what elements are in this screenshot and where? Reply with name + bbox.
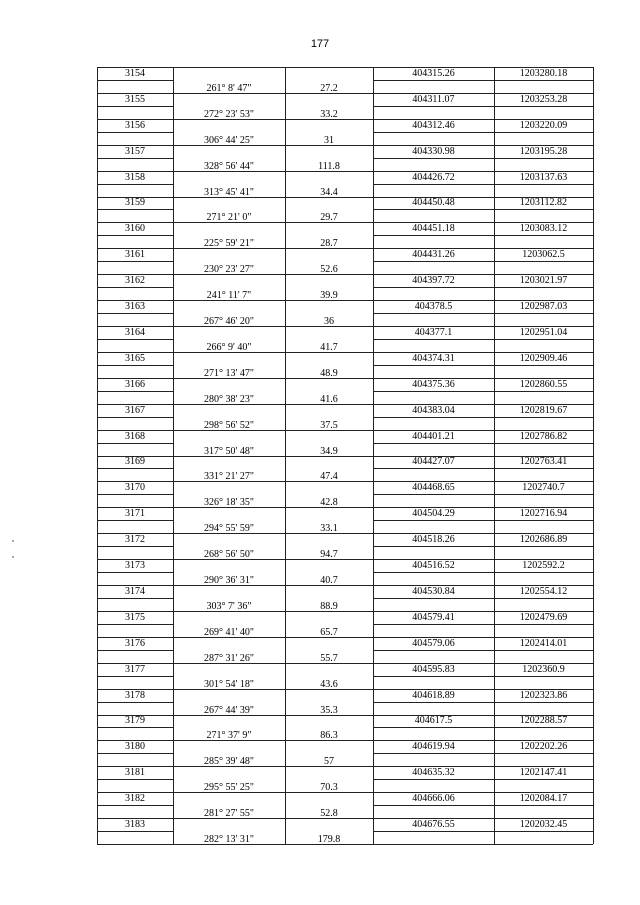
segment-length: 36 bbox=[324, 316, 334, 327]
point-number: 3158 bbox=[125, 171, 145, 183]
y-coordinate: 1202786.82 bbox=[519, 430, 568, 442]
point-number: 3178 bbox=[125, 689, 145, 701]
segment-length: 111.8 bbox=[318, 160, 340, 172]
point-number: 3166 bbox=[125, 378, 145, 390]
row-divider bbox=[373, 391, 593, 392]
row-divider bbox=[373, 676, 593, 677]
row-divider bbox=[373, 468, 593, 469]
point-number: 3160 bbox=[125, 223, 145, 235]
segment-length: 33.2 bbox=[320, 108, 338, 120]
segment-length: 65.7 bbox=[320, 626, 338, 638]
scan-artifact bbox=[12, 540, 14, 542]
segment-length: 41.6 bbox=[320, 393, 338, 405]
row-divider bbox=[373, 805, 593, 806]
point-number: 3155 bbox=[125, 93, 145, 105]
point-number: 3181 bbox=[125, 767, 145, 779]
row-divider bbox=[373, 158, 593, 159]
direction-angle: 271° 37' 9" bbox=[206, 730, 252, 742]
point-number: 3182 bbox=[125, 793, 145, 805]
row-divider bbox=[97, 624, 173, 625]
direction-angle: 301° 54' 18" bbox=[204, 678, 254, 690]
row-divider bbox=[373, 624, 593, 625]
row-divider bbox=[97, 365, 173, 366]
x-coordinate: 404530.84 bbox=[412, 585, 455, 597]
segment-length: 48.9 bbox=[320, 367, 338, 379]
row-divider bbox=[97, 235, 173, 236]
x-coordinate: 404426.72 bbox=[412, 171, 455, 183]
row-divider bbox=[97, 702, 173, 703]
y-coordinate: 1203220.09 bbox=[519, 119, 568, 131]
point-number: 3164 bbox=[125, 326, 145, 338]
x-coordinate: 404579.41 bbox=[412, 611, 455, 623]
row-divider bbox=[373, 546, 593, 547]
direction-angle: 313° 45' 41" bbox=[204, 186, 254, 198]
direction-angle: 272° 23' 53" bbox=[204, 108, 254, 120]
x-coordinate: 404618.89 bbox=[412, 689, 455, 701]
segment-length: 40.7 bbox=[320, 575, 338, 586]
x-coordinate: 404383.04 bbox=[412, 404, 455, 416]
x-coordinate: 404468.65 bbox=[412, 482, 455, 494]
direction-angle: 328° 56' 44" bbox=[204, 160, 254, 172]
x-coordinate: 404315.26 bbox=[412, 67, 455, 79]
x-coordinate: 404431.26 bbox=[412, 249, 455, 261]
row-divider bbox=[373, 287, 593, 288]
row-divider bbox=[97, 494, 173, 495]
y-coordinate: 1202951.04 bbox=[519, 326, 568, 338]
direction-angle: 306° 44' 25" bbox=[204, 134, 254, 146]
segment-length: 34.4 bbox=[320, 186, 338, 198]
point-number: 3163 bbox=[125, 301, 145, 313]
row-divider bbox=[373, 235, 593, 236]
point-number: 3175 bbox=[125, 611, 145, 623]
y-coordinate: 1202147.41 bbox=[519, 767, 568, 779]
direction-angle: 331° 21' 27" bbox=[204, 471, 254, 483]
y-coordinate: 1203280.18 bbox=[519, 67, 568, 79]
row-divider bbox=[373, 443, 593, 444]
segment-length: 52.8 bbox=[320, 808, 338, 820]
segment-length: 57 bbox=[324, 756, 334, 768]
x-coordinate: 404676.55 bbox=[412, 819, 455, 831]
segment-length: 52.6 bbox=[320, 264, 338, 276]
point-number: 3176 bbox=[125, 637, 145, 649]
column-border bbox=[593, 67, 594, 844]
row-divider bbox=[97, 417, 173, 418]
y-coordinate: 1203021.97 bbox=[519, 275, 568, 287]
page-number: 177 bbox=[310, 38, 330, 50]
direction-angle: 267° 44' 39" bbox=[204, 704, 254, 716]
segment-length: 55.7 bbox=[320, 652, 338, 664]
direction-angle: 268° 56' 50" bbox=[204, 549, 254, 561]
row-divider bbox=[97, 132, 173, 133]
x-coordinate: 404451.18 bbox=[412, 223, 455, 235]
direction-angle: 287° 31' 26" bbox=[204, 652, 254, 664]
x-coordinate: 404377.1 bbox=[414, 326, 453, 338]
segment-length: 27.2 bbox=[320, 82, 338, 94]
row-divider bbox=[97, 158, 173, 159]
row-divider bbox=[97, 443, 173, 444]
row-divider bbox=[97, 261, 173, 262]
row-divider bbox=[373, 650, 593, 651]
segment-length: 39.9 bbox=[320, 290, 338, 302]
row-divider bbox=[97, 80, 173, 81]
segment-length: 41.7 bbox=[320, 341, 338, 353]
row-divider bbox=[373, 209, 593, 210]
row-divider bbox=[97, 468, 173, 469]
point-number: 3156 bbox=[125, 119, 145, 131]
y-coordinate: 1202819.67 bbox=[519, 404, 568, 416]
direction-angle: 285° 39' 48" bbox=[204, 756, 254, 768]
direction-angle: 269° 41' 40" bbox=[204, 626, 254, 638]
y-coordinate: 1202202.26 bbox=[519, 741, 568, 753]
x-coordinate: 404595.83 bbox=[412, 663, 455, 675]
segment-length: 70.3 bbox=[320, 782, 338, 794]
segment-length: 33.1 bbox=[320, 523, 338, 535]
row-divider bbox=[373, 417, 593, 418]
row-divider bbox=[97, 727, 173, 728]
direction-angle: 230° 23' 27" bbox=[204, 264, 254, 276]
point-number: 3180 bbox=[125, 741, 145, 753]
point-number: 3159 bbox=[125, 197, 145, 209]
y-coordinate: 1202716.94 bbox=[519, 508, 568, 520]
y-coordinate: 1202763.41 bbox=[519, 456, 568, 468]
segment-length: 43.6 bbox=[320, 678, 338, 690]
row-divider bbox=[373, 184, 593, 185]
x-coordinate: 404617.5 bbox=[414, 715, 453, 727]
point-number: 3170 bbox=[125, 482, 145, 494]
y-coordinate: 1202032.45 bbox=[519, 819, 568, 831]
x-coordinate: 404378.5 bbox=[414, 301, 453, 313]
direction-angle: 261° 8' 47" bbox=[206, 82, 252, 94]
row-divider bbox=[97, 287, 173, 288]
direction-angle: 271° 13' 47" bbox=[204, 367, 254, 379]
direction-angle: 290° 36' 31" bbox=[204, 575, 254, 586]
segment-length: 86.3 bbox=[320, 730, 338, 742]
segment-length: 47.4 bbox=[320, 471, 338, 483]
row-divider bbox=[373, 520, 593, 521]
segment-length: 28.7 bbox=[320, 238, 338, 250]
direction-angle: 294° 55' 59" bbox=[204, 523, 254, 535]
row-divider bbox=[97, 572, 173, 573]
x-coordinate: 404516.52 bbox=[412, 560, 455, 572]
y-coordinate: 1202414.01 bbox=[519, 637, 568, 649]
row-divider bbox=[97, 676, 173, 677]
row-divider bbox=[373, 779, 593, 780]
x-coordinate: 404397.72 bbox=[412, 275, 455, 287]
point-number: 3177 bbox=[125, 663, 145, 675]
row-divider bbox=[97, 313, 173, 314]
direction-angle: 271° 21' 0" bbox=[206, 212, 252, 224]
segment-length: 88.9 bbox=[320, 600, 338, 612]
row-divider bbox=[373, 261, 593, 262]
row-divider bbox=[97, 520, 173, 521]
direction-angle: 295° 55' 25" bbox=[204, 782, 254, 794]
point-number: 3183 bbox=[125, 819, 145, 831]
row-divider bbox=[373, 494, 593, 495]
direction-angle: 267° 46' 20" bbox=[204, 316, 254, 327]
segment-length: 34.9 bbox=[320, 445, 338, 457]
direction-angle: 326° 18' 35" bbox=[204, 497, 254, 509]
y-coordinate: 1202909.46 bbox=[519, 352, 568, 364]
row-divider bbox=[373, 702, 593, 703]
y-coordinate: 1202860.55 bbox=[519, 378, 568, 390]
point-number: 3157 bbox=[125, 145, 145, 157]
point-number: 3161 bbox=[125, 249, 145, 261]
x-coordinate: 404311.07 bbox=[412, 93, 455, 105]
row-divider bbox=[97, 209, 173, 210]
row-divider bbox=[97, 650, 173, 651]
point-number: 3169 bbox=[125, 456, 145, 468]
y-coordinate: 1203112.82 bbox=[519, 197, 568, 209]
y-coordinate: 1203137.63 bbox=[519, 171, 568, 183]
row-divider bbox=[373, 753, 593, 754]
segment-length: 179.8 bbox=[317, 834, 341, 845]
row-divider bbox=[97, 339, 173, 340]
row-divider bbox=[97, 598, 173, 599]
y-coordinate: 1203195.28 bbox=[519, 145, 568, 157]
row-divider bbox=[97, 546, 173, 547]
x-coordinate: 404427.07 bbox=[412, 456, 455, 468]
row-divider bbox=[97, 753, 173, 754]
row-divider bbox=[97, 391, 173, 392]
segment-length: 29.7 bbox=[320, 212, 338, 224]
direction-angle: 303° 7' 36" bbox=[206, 600, 252, 612]
point-number: 3165 bbox=[125, 352, 145, 364]
x-coordinate: 404401.21 bbox=[412, 430, 455, 442]
segment-length: 37.5 bbox=[320, 419, 338, 431]
x-coordinate: 404518.26 bbox=[412, 534, 455, 546]
point-number: 3174 bbox=[125, 585, 145, 597]
row-divider bbox=[97, 779, 173, 780]
row-divider bbox=[97, 106, 173, 107]
x-coordinate: 404330.98 bbox=[412, 145, 455, 157]
y-coordinate: 1202740.7 bbox=[522, 482, 565, 494]
row-divider bbox=[97, 805, 173, 806]
row-divider bbox=[373, 80, 593, 81]
y-coordinate: 1202084.17 bbox=[519, 793, 568, 805]
y-coordinate: 1203062.5 bbox=[522, 249, 565, 261]
x-coordinate: 404666.06 bbox=[412, 793, 455, 805]
segment-length: 31 bbox=[324, 134, 334, 146]
x-coordinate: 404450.48 bbox=[412, 197, 455, 209]
y-coordinate: 1202686.89 bbox=[519, 534, 568, 546]
row-divider bbox=[373, 831, 593, 832]
y-coordinate: 1202323.86 bbox=[519, 689, 568, 701]
x-coordinate: 404374.31 bbox=[412, 352, 455, 364]
y-coordinate: 1202987.03 bbox=[519, 301, 568, 313]
scan-artifact bbox=[12, 556, 14, 558]
point-number: 3172 bbox=[125, 534, 145, 546]
y-coordinate: 1203253.28 bbox=[519, 93, 568, 105]
point-number: 3162 bbox=[125, 275, 145, 287]
row-divider bbox=[373, 106, 593, 107]
row-divider bbox=[97, 831, 173, 832]
direction-angle: 225° 59' 21" bbox=[204, 238, 254, 250]
x-coordinate: 404375.36 bbox=[412, 378, 455, 390]
direction-angle: 266° 9' 40" bbox=[206, 341, 252, 353]
point-number: 3154 bbox=[125, 67, 145, 79]
row-divider bbox=[373, 572, 593, 573]
y-coordinate: 1202592.2 bbox=[522, 560, 565, 572]
segment-length: 35.3 bbox=[320, 704, 338, 716]
row-divider bbox=[97, 184, 173, 185]
x-coordinate: 404312.46 bbox=[412, 119, 455, 131]
row-divider bbox=[373, 727, 593, 728]
row-divider bbox=[373, 339, 593, 340]
segment-length: 94.7 bbox=[320, 549, 338, 561]
x-coordinate: 404504.29 bbox=[412, 508, 455, 520]
y-coordinate: 1202288.57 bbox=[519, 715, 568, 727]
point-number: 3168 bbox=[125, 430, 145, 442]
direction-angle: 317° 50' 48" bbox=[204, 445, 254, 457]
x-coordinate: 404635.32 bbox=[412, 767, 455, 779]
direction-angle: 241° 11' 7" bbox=[206, 290, 252, 302]
row-border bbox=[97, 67, 593, 68]
segment-length: 42.8 bbox=[320, 497, 338, 509]
row-divider bbox=[373, 598, 593, 599]
y-coordinate: 1203083.12 bbox=[519, 223, 568, 235]
y-coordinate: 1202554.12 bbox=[519, 585, 568, 597]
row-divider bbox=[373, 365, 593, 366]
direction-angle: 298° 56' 52" bbox=[204, 419, 254, 431]
coordinates-table bbox=[97, 67, 593, 844]
direction-angle: 281° 27' 55" bbox=[204, 808, 254, 820]
x-coordinate: 404619.94 bbox=[412, 741, 455, 753]
point-number: 3173 bbox=[125, 560, 145, 572]
y-coordinate: 1202479.69 bbox=[519, 611, 568, 623]
y-coordinate: 1202360.9 bbox=[522, 663, 565, 675]
direction-angle: 282° 13' 31" bbox=[204, 834, 254, 845]
x-coordinate: 404579.06 bbox=[412, 637, 455, 649]
row-divider bbox=[373, 132, 593, 133]
direction-angle: 280° 38' 23" bbox=[204, 393, 254, 405]
row-divider bbox=[373, 313, 593, 314]
point-number: 3179 bbox=[125, 715, 145, 727]
point-number: 3171 bbox=[125, 508, 145, 520]
point-number: 3167 bbox=[125, 404, 145, 416]
